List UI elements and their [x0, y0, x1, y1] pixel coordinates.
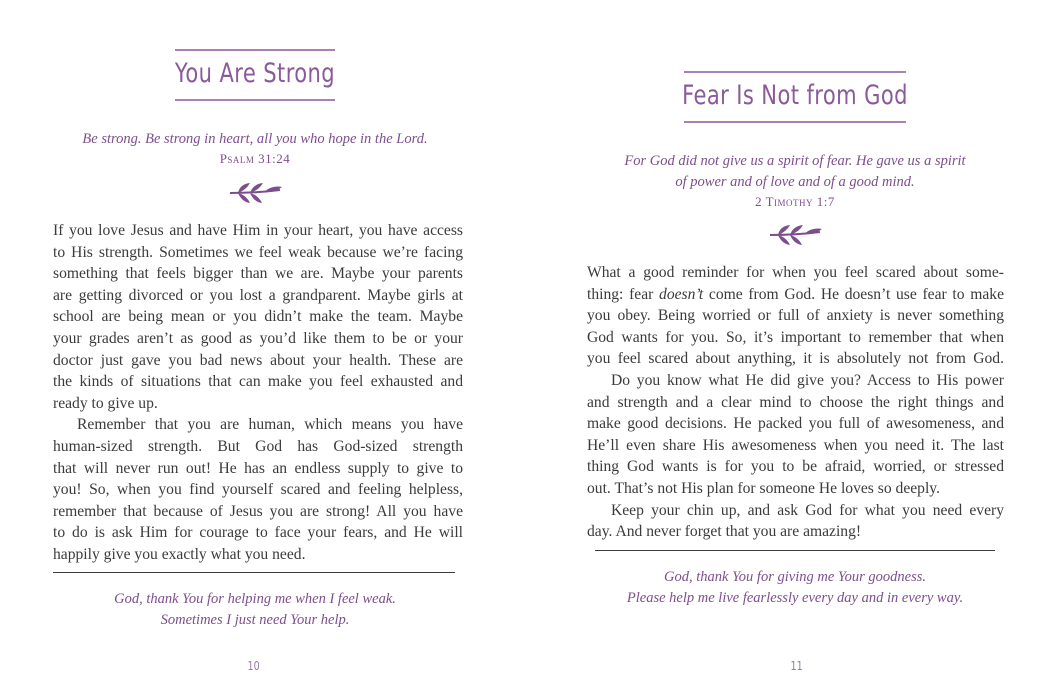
title-rule-bottom	[684, 121, 906, 123]
prayer-divider	[53, 572, 455, 573]
scripture-reference: 2 Timothy 1:7	[755, 194, 835, 209]
scripture-reference: Psalm 31:24	[219, 151, 291, 166]
body-text-segment: thing: fear	[587, 285, 660, 303]
page-title: Fear Is Not from God	[682, 80, 908, 111]
prayer-line: God, thank You for helping me when I feel weak.	[114, 591, 396, 607]
body-line: ready to give up.	[53, 394, 158, 412]
body-line: happily give you exactly what you need.	[53, 545, 306, 563]
body-line: school are being mean or you didn’t make the team. Maybe	[53, 308, 463, 326]
prayer-divider	[595, 550, 995, 551]
scripture-verse	[570, 151, 1020, 193]
body-line: If you love Jesus and have Him in your heart, you have access	[53, 222, 463, 239]
body-line	[587, 284, 1004, 306]
prayer-line: God, thank You for giving me Your goodness.	[664, 569, 926, 585]
body-line: to do is ask Him for courage to face your fears, and He will	[53, 524, 463, 542]
page-number: 11	[790, 659, 803, 673]
verse-line: of power and of love and of a good mind.	[675, 174, 915, 190]
body-line: the kinds of situations that can make you feel exhausted and	[53, 373, 463, 391]
body-line: out. That’s not His plan for someone He loves so deeply.	[587, 479, 940, 497]
body-line: your grades aren’t as good as you’d like them to be or your	[53, 329, 463, 347]
scripture-verse: Be strong. Be strong in heart, all you who hope in the Lord.	[82, 131, 428, 147]
body-line: remember that because of Jesus you are strong! All you have	[53, 502, 463, 520]
body-line: God wants for you. So, it’s important to remember that when	[587, 328, 1004, 346]
body-line: human-sized strength. But God has God-sized strength	[53, 437, 463, 455]
prayer-line: Sometimes I just need Your help.	[160, 612, 350, 628]
body-line: you feel scared about anything, it is absolutely not from God.	[587, 350, 1004, 368]
body-line: doctor just gave you bad news about your health. These are	[53, 351, 463, 369]
body-line: What a good reminder for when you feel scared about some-	[587, 264, 1004, 281]
body-text	[587, 262, 1004, 543]
leaf-ornament-icon	[228, 181, 284, 207]
page-title: You Are Strong	[174, 58, 336, 89]
body-line: to His strength. Sometimes we feel weak because we’re facing	[53, 243, 463, 261]
body-line: that will never run out! He has an endless supply to give to	[53, 459, 463, 477]
body-line: and strength and a clear mind to choose the right things and	[587, 393, 1004, 411]
leaf-ornament-icon	[768, 223, 824, 249]
body-line: you obey. Being worried or full of anxiety is never something	[587, 307, 1004, 325]
title-rule-top	[684, 71, 906, 73]
prayer-line: Please help me live fearlessly every day and in every way.	[626, 590, 964, 606]
body-line: thing God wants is for you to be afraid, worried, or stressed	[587, 458, 1004, 476]
title-rule-top	[175, 49, 335, 51]
body-line: Do you know what He did give you? Access to His power	[611, 371, 1004, 389]
body-text	[53, 220, 463, 566]
body-line: make good decisions. He packed you full of awesomeness, and	[587, 415, 1004, 433]
verse-line: For God did not give us a spirit of fear. He gave us a spirit	[624, 153, 966, 169]
body-line: you! So, when you find yourself scared and feeling helpless,	[53, 481, 463, 499]
body-line: He’ll even share His awesomeness when you need it. The last	[587, 436, 1004, 454]
body-line: something that feels bigger than we are. Maybe your parents	[53, 265, 463, 283]
body-line: Remember that you are human, which means you have	[77, 416, 463, 434]
emphasis-text: doesn’t	[659, 285, 704, 303]
body-line: Keep your chin up, and ask God for what you need every	[611, 501, 1004, 519]
prayer	[30, 589, 480, 631]
body-line: are getting divorced or you lost a grandparent. Maybe girls at	[53, 286, 463, 304]
page-number: 10	[247, 659, 260, 673]
title-rule-bottom	[175, 99, 335, 101]
body-text-segment: come from God. He doesn’t use fear to make	[703, 285, 1005, 303]
body-line: day. And never forget that you are amazing!	[587, 523, 862, 541]
prayer	[560, 567, 1030, 609]
